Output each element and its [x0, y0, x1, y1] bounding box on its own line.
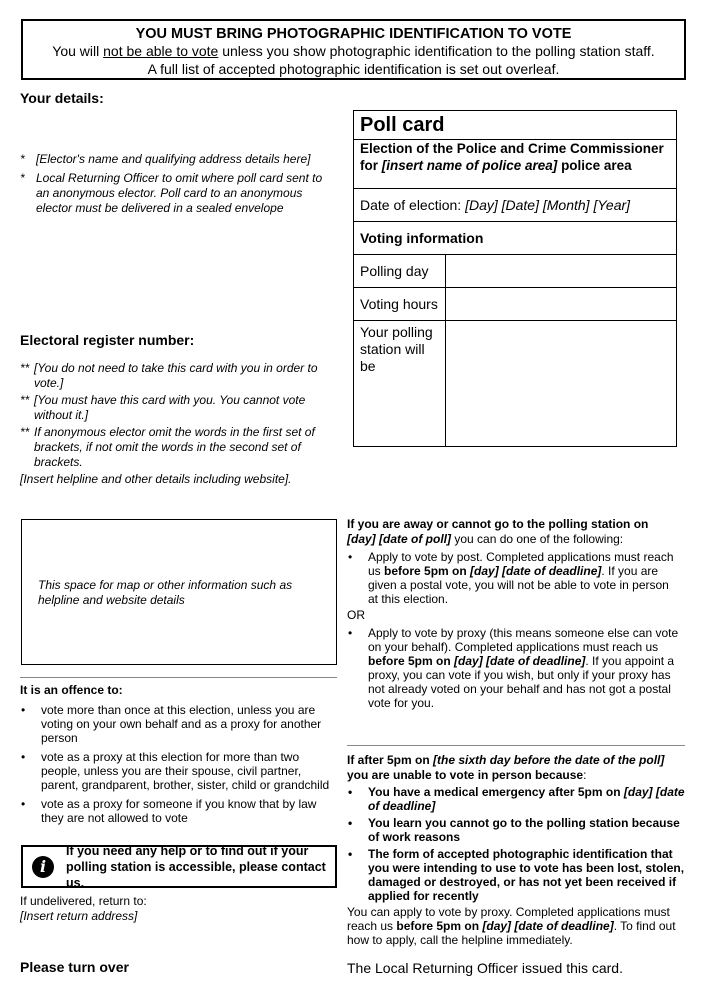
- emergency-deadline-placeholder: [day] [date of deadline]: [482, 919, 614, 933]
- offence-item: [20, 797, 336, 825]
- note-text: If anonymous elector omit the words in the first set of brackets, if not omit the words in the second set of brackets.: [34, 425, 315, 469]
- emergency-heading-colon: :: [583, 768, 587, 782]
- voting-info-heading: Voting information: [354, 222, 676, 255]
- info-icon: i: [32, 856, 54, 878]
- note-item: [20, 425, 332, 470]
- sixth-day-placeholder: [the sixth day before the date of the poll]: [433, 753, 665, 767]
- note-mark: **: [20, 425, 30, 439]
- polling-day-label: Polling day: [354, 255, 446, 287]
- return-address-placeholder: [Insert return address]: [20, 909, 138, 923]
- note-item: [20, 361, 332, 391]
- offence-item-text: vote more than once at this election, unless you are voting on your own behalf and as a proxy for another person: [41, 703, 322, 745]
- turn-over-text: Please turn over: [20, 959, 129, 975]
- note-mark: *: [20, 152, 25, 166]
- note-mark: *: [20, 171, 25, 185]
- banner-line-1-underlined: not be able to vote: [103, 43, 219, 59]
- or-label: OR: [347, 608, 365, 622]
- emergency-heading-start: If after 5pm on: [347, 753, 434, 767]
- away-option-postal-text: [368, 550, 682, 606]
- emergency-item: [347, 785, 687, 813]
- return-address: [20, 894, 147, 924]
- election-name-end: police area: [557, 158, 632, 173]
- away-option-postal: [347, 550, 682, 606]
- proxy-text-start: Apply to vote by proxy (this means someone else can vote on your behalf). Completed applications must reach us: [368, 626, 679, 654]
- note-mark: **: [20, 393, 30, 407]
- emergency-proxy-paragraph: [347, 905, 687, 947]
- divider: [20, 677, 337, 678]
- postal-deadline-lead: before 5pm on: [384, 564, 471, 578]
- note-text: Local Returning Officer to omit where poll card sent to an anonymous elector. Poll card to an anonymous elector must be delivered in a sealed envelope: [36, 171, 323, 215]
- note-mark: **: [20, 361, 30, 375]
- medical-deadline-placeholder: [day] [date of deadline]: [368, 785, 685, 813]
- emergency-item: [347, 847, 687, 903]
- note-text: [You must have this card with you. You cannot vote without it.]: [34, 393, 306, 422]
- proxy-text-end: . If you appoint a proxy, you can vote if you wish, but only if your proxy has not already voted on your behalf and has not got a postal vote for you.: [368, 654, 675, 710]
- away-subheading: [347, 532, 682, 547]
- offence-section: [20, 683, 336, 825]
- postal-text-start: Apply to vote by post. Completed applications must reach us: [368, 550, 674, 578]
- polling-station-row: [354, 321, 676, 447]
- bullet: •: [21, 703, 26, 717]
- banner-heading: YOU MUST BRING PHOTOGRAPHIC IDENTIFICATION TO VOTE: [135, 26, 572, 42]
- banner-line-1-end: unless you show photographic identification to the polling station staff.: [218, 43, 655, 59]
- bullet: •: [348, 785, 353, 799]
- note-item: [20, 171, 330, 216]
- bullet: •: [348, 626, 353, 640]
- away-subheading-rest: you can do one of the following:: [451, 532, 624, 546]
- bullet: •: [21, 797, 26, 811]
- election-name-start: Election of the Police and Crime Commissioner for: [360, 141, 664, 173]
- election-date: [354, 189, 676, 222]
- register-number-heading: Electoral register number:: [20, 332, 195, 348]
- emergency-item-text: The form of accepted photographic identification that you were intending to use to vote has been lost, stolen, damaged or destroyed, or has not yet been received if applied for recently: [368, 847, 685, 903]
- register-notes: [20, 361, 332, 487]
- photo-id-banner: [21, 19, 686, 80]
- your-details-notes: [20, 152, 330, 216]
- emergency-proxy-start: You can apply to vote by proxy. Completed applications must reach us: [347, 905, 670, 933]
- banner-line-1-start: You will: [52, 43, 104, 59]
- bullet: •: [348, 847, 353, 861]
- offence-item: [20, 703, 336, 745]
- offence-item-text: vote as a proxy for someone if you know that by law they are not allowed to vote: [41, 797, 317, 825]
- medical-text: You have a medical emergency after 5pm on: [368, 785, 624, 799]
- poll-date-placeholder: [day] [date of poll]: [347, 532, 451, 546]
- map-info-box: [21, 519, 337, 665]
- emergency-item-text: [368, 785, 687, 813]
- emergency-heading: [347, 753, 687, 783]
- offence-item: [20, 750, 336, 792]
- banner-line-2: A full list of accepted photographic identification is set out overleaf.: [147, 61, 560, 77]
- poll-card: [353, 110, 677, 447]
- offence-heading: It is an offence to:: [20, 683, 123, 697]
- proxy-deadline-lead: before 5pm on: [368, 654, 455, 668]
- divider: [347, 745, 685, 746]
- note-text: [You do not need to take this card with you in order to vote.]: [34, 361, 318, 390]
- election-name: [354, 140, 676, 189]
- poll-card-title: Poll card: [354, 111, 676, 140]
- note-item: [20, 393, 332, 423]
- emergency-heading-end: you are unable to vote in person because: [347, 768, 584, 782]
- proxy-deadline-placeholder: [day] [date of deadline]: [454, 654, 586, 668]
- help-box: [21, 845, 337, 888]
- emergency-section: [347, 753, 687, 947]
- voting-hours-label: Voting hours: [354, 288, 446, 320]
- emergency-proxy-end: . To find out how to apply, call the helpline immediately.: [347, 919, 676, 947]
- police-area-placeholder: [insert name of police area]: [381, 158, 558, 173]
- away-section: [347, 517, 682, 710]
- election-date-value: [Day] [Date] [Month] [Year]: [465, 197, 631, 213]
- bullet: •: [348, 550, 353, 564]
- bullet: •: [348, 816, 353, 830]
- note-text: [Elector's name and qualifying address details here]: [36, 152, 311, 166]
- voting-hours-row: [354, 288, 676, 321]
- help-text: If you need any help or to find out if your polling station is accessible, please contact us.: [66, 843, 326, 890]
- banner-line-1: [23, 42, 684, 60]
- polling-station-label: Your polling station will be: [354, 321, 446, 447]
- postal-deadline-placeholder: [day] [date of deadline]: [470, 564, 602, 578]
- bullet: •: [21, 750, 26, 764]
- away-option-proxy-text: [368, 626, 682, 710]
- emergency-deadline-lead: before 5pm on: [396, 919, 483, 933]
- offence-item-text: vote as a proxy at this election for more than two people, unless you are their spouse, civil partner, parent, grandparent, brother, sister, child or grandchild: [41, 750, 330, 792]
- your-details-heading: Your details:: [20, 90, 104, 106]
- emergency-item-text: You learn you cannot go to the polling station because of work reasons: [368, 816, 680, 844]
- away-option-proxy: [347, 626, 682, 710]
- helpline-text: [Insert helpline and other details including website].: [20, 472, 292, 486]
- map-info-text: This space for map or other information such as helpline and website details: [38, 578, 293, 607]
- emergency-item: [347, 816, 687, 844]
- note-item: [20, 152, 330, 167]
- postal-text-end: . If you are given a postal vote, you will not be able to vote in person at this election.: [368, 564, 669, 606]
- polling-day-row: [354, 255, 676, 288]
- election-date-label: Date of election:: [360, 197, 466, 213]
- away-heading: If you are away or cannot go to the polling station on: [347, 517, 649, 531]
- return-label: If undelivered, return to:: [20, 894, 147, 908]
- issued-by-text: The Local Returning Officer issued this card.: [347, 960, 623, 976]
